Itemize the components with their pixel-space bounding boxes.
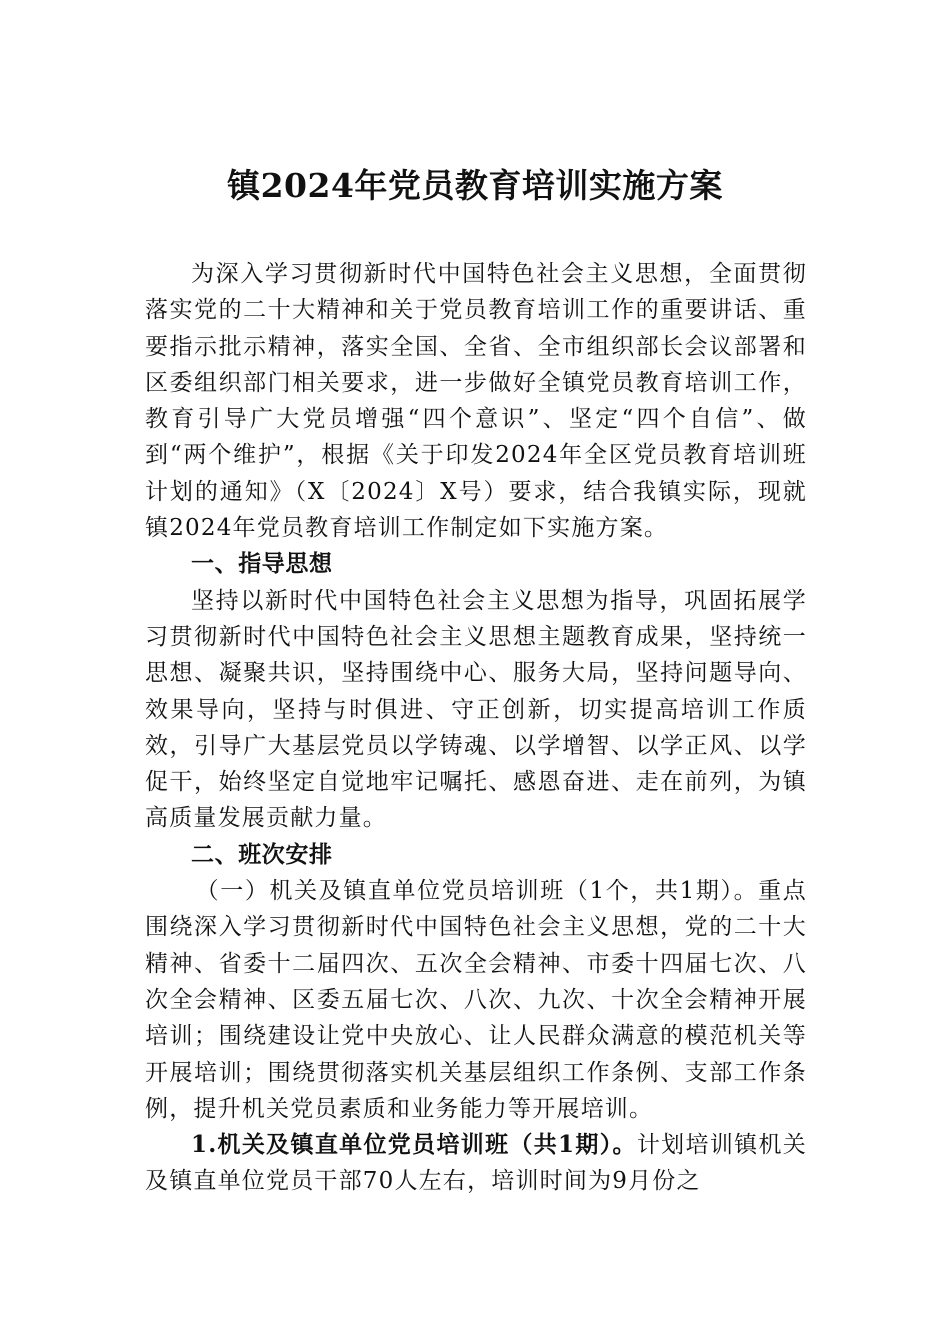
item-1-paragraph — [145, 1127, 807, 1200]
item-1-body: 计划培训镇机关及镇直单位党员干部70人左右，培训时间为9月份之 — [145, 1132, 807, 1195]
item-1-lead: 1.机关及镇直单位党员培训班（共1期）。 — [191, 1131, 637, 1159]
document-body — [145, 256, 807, 1200]
class-arrangement-paragraph: （一）机关及镇直单位党员培训班（1个，共1期）。重点围绕深入学习贯彻新时代中国特色社会主义思想，党的二十大精神、省委十二届四次、五次全会精神、市委十四届七次、八次全会精神、区委五届七次、八次、九次、十次全会精神开展培训；围绕建设让党中央放心、让人民群众满意的模范机关等开展培训；围绕贯彻落实机关基层组织工作条例、支部工作条例，提升机关党员素质和业务能力等开展培训。 — [145, 878, 807, 1122]
intro-paragraph: 为深入学习贯彻新时代中国特色社会主义思想，全面贯彻落实党的二十大精神和关于党员教育培训工作的重要讲话、重要指示批示精神，落实全国、全省、全市组织部长会议部署和区委组织部门相关要求，进一步做好全镇党员教育培训工作，教育引导广大党员增强“四个意识”、坚定“四个自信”、做到“两个维护”，根据《关于印发2024年全区党员教育培训班计划的通知》（X〔2024〕X号）要求，结合我镇实际，现就镇2024年党员教育培训工作制定如下实施方案。 — [145, 261, 807, 542]
section-heading-class-arrangement: 二、班次安排 — [191, 841, 333, 868]
document-title: 镇2024年党员教育培训实施方案 — [227, 166, 723, 205]
section-heading-guiding-thought: 一、指导思想 — [191, 551, 333, 578]
guiding-thought-paragraph: 坚持以新时代中国特色社会主义思想为指导，巩固拓展学习贯彻新时代中国特色社会主义思想主题教育成果，坚持统一思想、凝聚共识，坚持围绕中心、服务大局，坚持问题导向、效果导向，坚持与时俱进、守正创新，切实提高培训工作质效，引导广大基层党员以学铸魂、以学增智、以学正风、以学促干，始终坚定自觉地牢记嘱托、感恩奋进、走在前列，为镇高质量发展贡献力量。 — [145, 587, 807, 832]
